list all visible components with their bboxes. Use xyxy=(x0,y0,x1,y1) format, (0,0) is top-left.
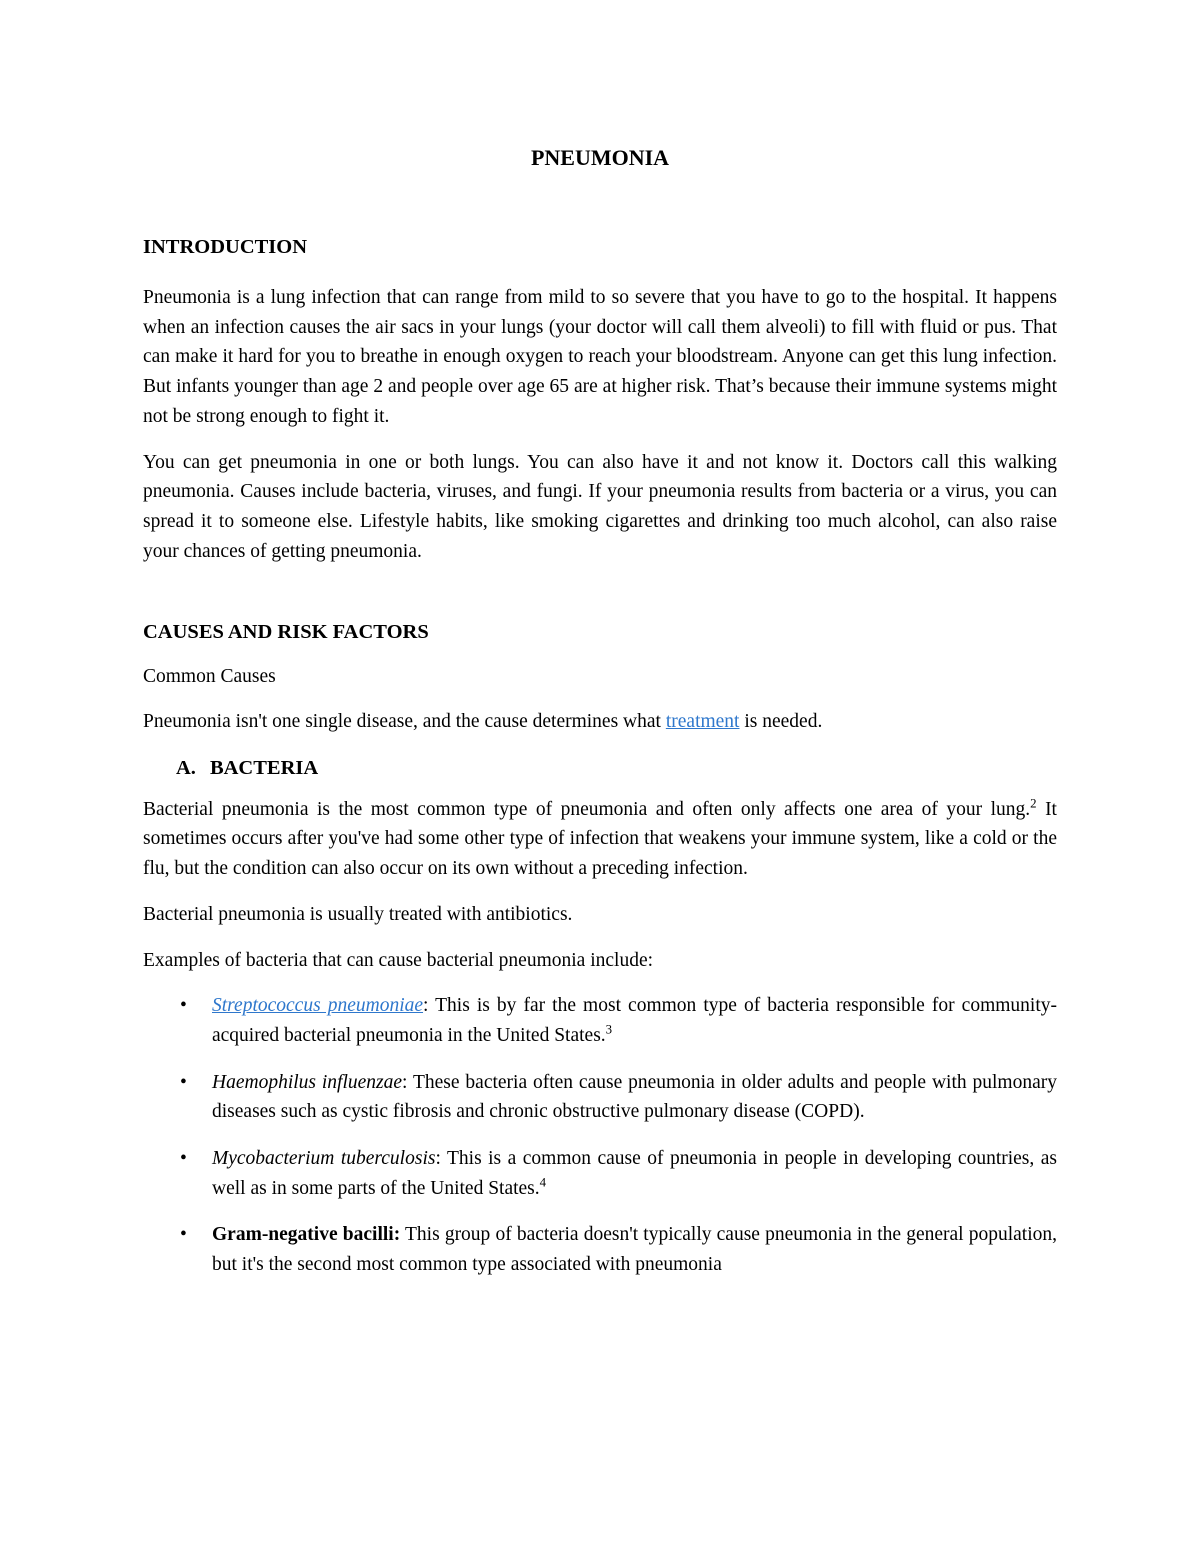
text-run: is needed. xyxy=(739,711,823,733)
text-run: Pneumonia isn't one single disease, and the cause determines what xyxy=(143,711,666,733)
bacteria-treatment-note: Bacterial pneumonia is usually treated with antibiotics. xyxy=(143,903,573,925)
text-run: It sometimes occurs after you've had some other type of infection that weakens your immune system, like a cold or the flu, but the condition can also occur on its own without a preceding infection. xyxy=(143,798,1057,880)
hyperlink[interactable]: Streptococcus pneumoniae xyxy=(212,995,424,1017)
footnote-reference: 4 xyxy=(539,1175,547,1190)
hyperlink[interactable]: treatment xyxy=(665,711,740,733)
footnote-reference: 3 xyxy=(605,1022,613,1037)
bacteria-paragraph-1 xyxy=(143,795,1057,884)
text-run: : This is a common cause of pneumonia in people in developing countries, as well as in some parts of the United States. xyxy=(212,1148,1057,1199)
text-run: : This is by far the most common type of bacteria responsible for community-acquired bacterial pneumonia in the United States. xyxy=(212,995,1057,1046)
bacteria-examples-intro: Examples of bacteria that can cause bacterial pneumonia include: xyxy=(143,949,654,971)
section-heading-introduction: INTRODUCTION xyxy=(143,236,308,258)
list-item-haemophilus-influenzae xyxy=(143,1068,1057,1127)
text-run: Gram-negative bacilli: xyxy=(212,1224,401,1246)
list-item-streptococcus-pneumoniae xyxy=(143,991,1057,1050)
subsection-title: BACTERIA xyxy=(209,756,319,779)
subsection-label: A. xyxy=(176,756,196,779)
subsection-heading-bacteria xyxy=(176,753,1057,783)
text-run: Bacterial pneumonia is the most common type of pneumonia and often only affects one area of your lung. xyxy=(143,798,1031,820)
subheading-common-causes: Common Causes xyxy=(143,666,276,688)
footnote-reference: 2 xyxy=(1030,796,1037,811)
section-heading-causes-and-risk-factors: CAUSES AND RISK FACTORS xyxy=(143,621,429,644)
bacteria-examples-list xyxy=(143,991,1057,1280)
list-item-mycobacterium-tuberculosis xyxy=(143,1144,1057,1203)
document-title: PNEUMONIA xyxy=(530,145,670,170)
introduction-paragraph-2: You can get pneumonia in one or both lungs. You can also have it and not know it. Doctors call this walking pneumonia. Causes include bacteria, viruses, and fungi. If your pneumonia results from bacteria or a virus, you can spread it to someone else. Lifestyle habits, like smoking cigarettes and drinking too much alcohol, can also raise your chances of getting pneumonia. xyxy=(143,451,1057,562)
text-run: : These bacteria often cause pneumonia in older adults and people with pulmonary diseases such as cystic fibrosis and chronic obstructive pulmonary disease (COPD). xyxy=(212,1071,1057,1123)
text-run: Mycobacterium tuberculosis xyxy=(212,1148,436,1170)
text-run: Haemophilus influenzae xyxy=(212,1071,403,1093)
causes-intro-paragraph xyxy=(143,707,1057,737)
list-item-gram-negative-bacilli xyxy=(143,1220,1057,1279)
text-run: This group of bacteria doesn't typically cause pneumonia in the general population, but it's the second most common type associated with pneumonia xyxy=(212,1224,1057,1276)
introduction-paragraph-1: Pneumonia is a lung infection that can range from mild to so severe that you have to go to the hospital. It happens when an infection causes the air sacs in your lungs (your doctor will call them alveoli) to fill with fluid or pus. That can make it hard for you to breathe in enough oxygen to reach your bloodstream. Anyone can get this lung infection. But infants younger than age 2 and people over age 65 are at higher risk. That’s because their immune systems might not be strong enough to fight it. xyxy=(143,287,1057,427)
